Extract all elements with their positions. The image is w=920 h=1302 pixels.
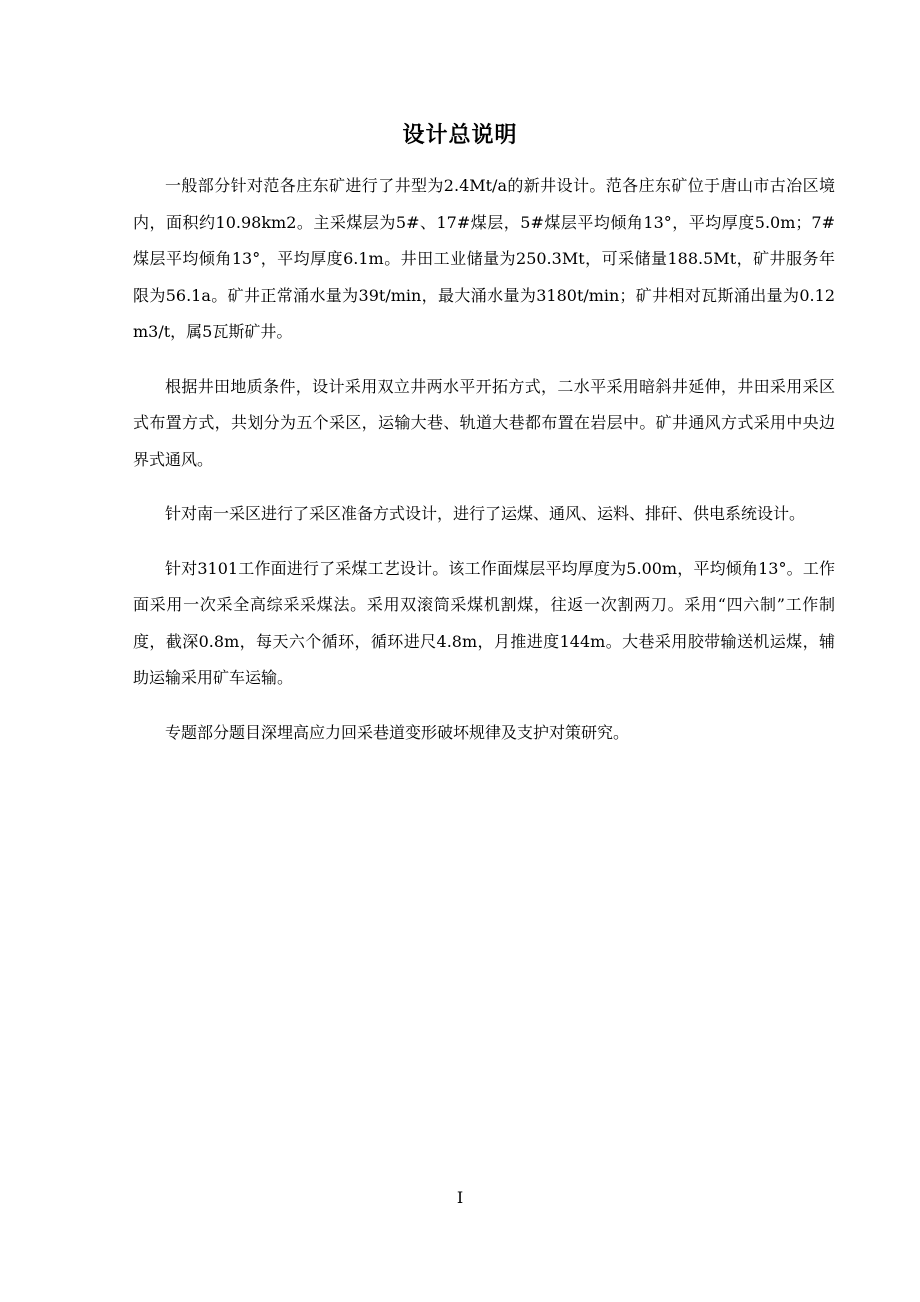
page-title: 设计总说明 [402,123,518,148]
page-number: I [456,1188,464,1207]
paragraph-mining-district: 针对南一采区进行了采区准备方式设计，进行了运煤、通风、运料、排矸、供电系统设计。 [165,504,806,523]
paragraph-development-method: 根据井田地质条件，设计采用双立井两水平开拓方式，二水平采用暗斜井延伸，井田采用采区式布置方式，共划分为五个采区，运输大巷、轨道大巷都布置在岩层中。矿井通风方式采用中央边界式通风。 [133,376,835,469]
paragraph-special-topic: 专题部分题目深埋高应力回采巷道变形破坏规律及支护对策研究。 [165,722,630,742]
body-text [133,168,835,769]
paragraph-general-overview: 一般部分针对范各庄东矿进行了井型为2.4Mt/a的新井设计。范各庄东矿位于唐山市古冶区境内，面积约10.98km2。主采煤层为5#、17#煤层，5#煤层平均倾角13°，平均厚度5.0m；7#煤层平均倾角13°，平均厚度6.1m。井田工业储量为250.3Mt，可采储量188.5Mt，矿井服务年限为56.1a。矿井正常涌水量为39t/min，最大涌水量为3180t/min；矿井相对瓦斯涌出量为0.12m3/t，属5瓦斯矿井。 [133,176,835,341]
paragraph-working-face: 针对3101工作面进行了采煤工艺设计。该工作面煤层平均厚度为5.00m，平均倾角13°。工作面采用一次采全高综采采煤法。采用双滚筒采煤机割煤，往返一次割两刀。采用“四六制”工作制度，截深0.8m，每天六个循环，循环进尺4.8m，月推进度144m。大巷采用胶带输送机运煤，辅助运输采用矿车运输。 [133,558,835,687]
